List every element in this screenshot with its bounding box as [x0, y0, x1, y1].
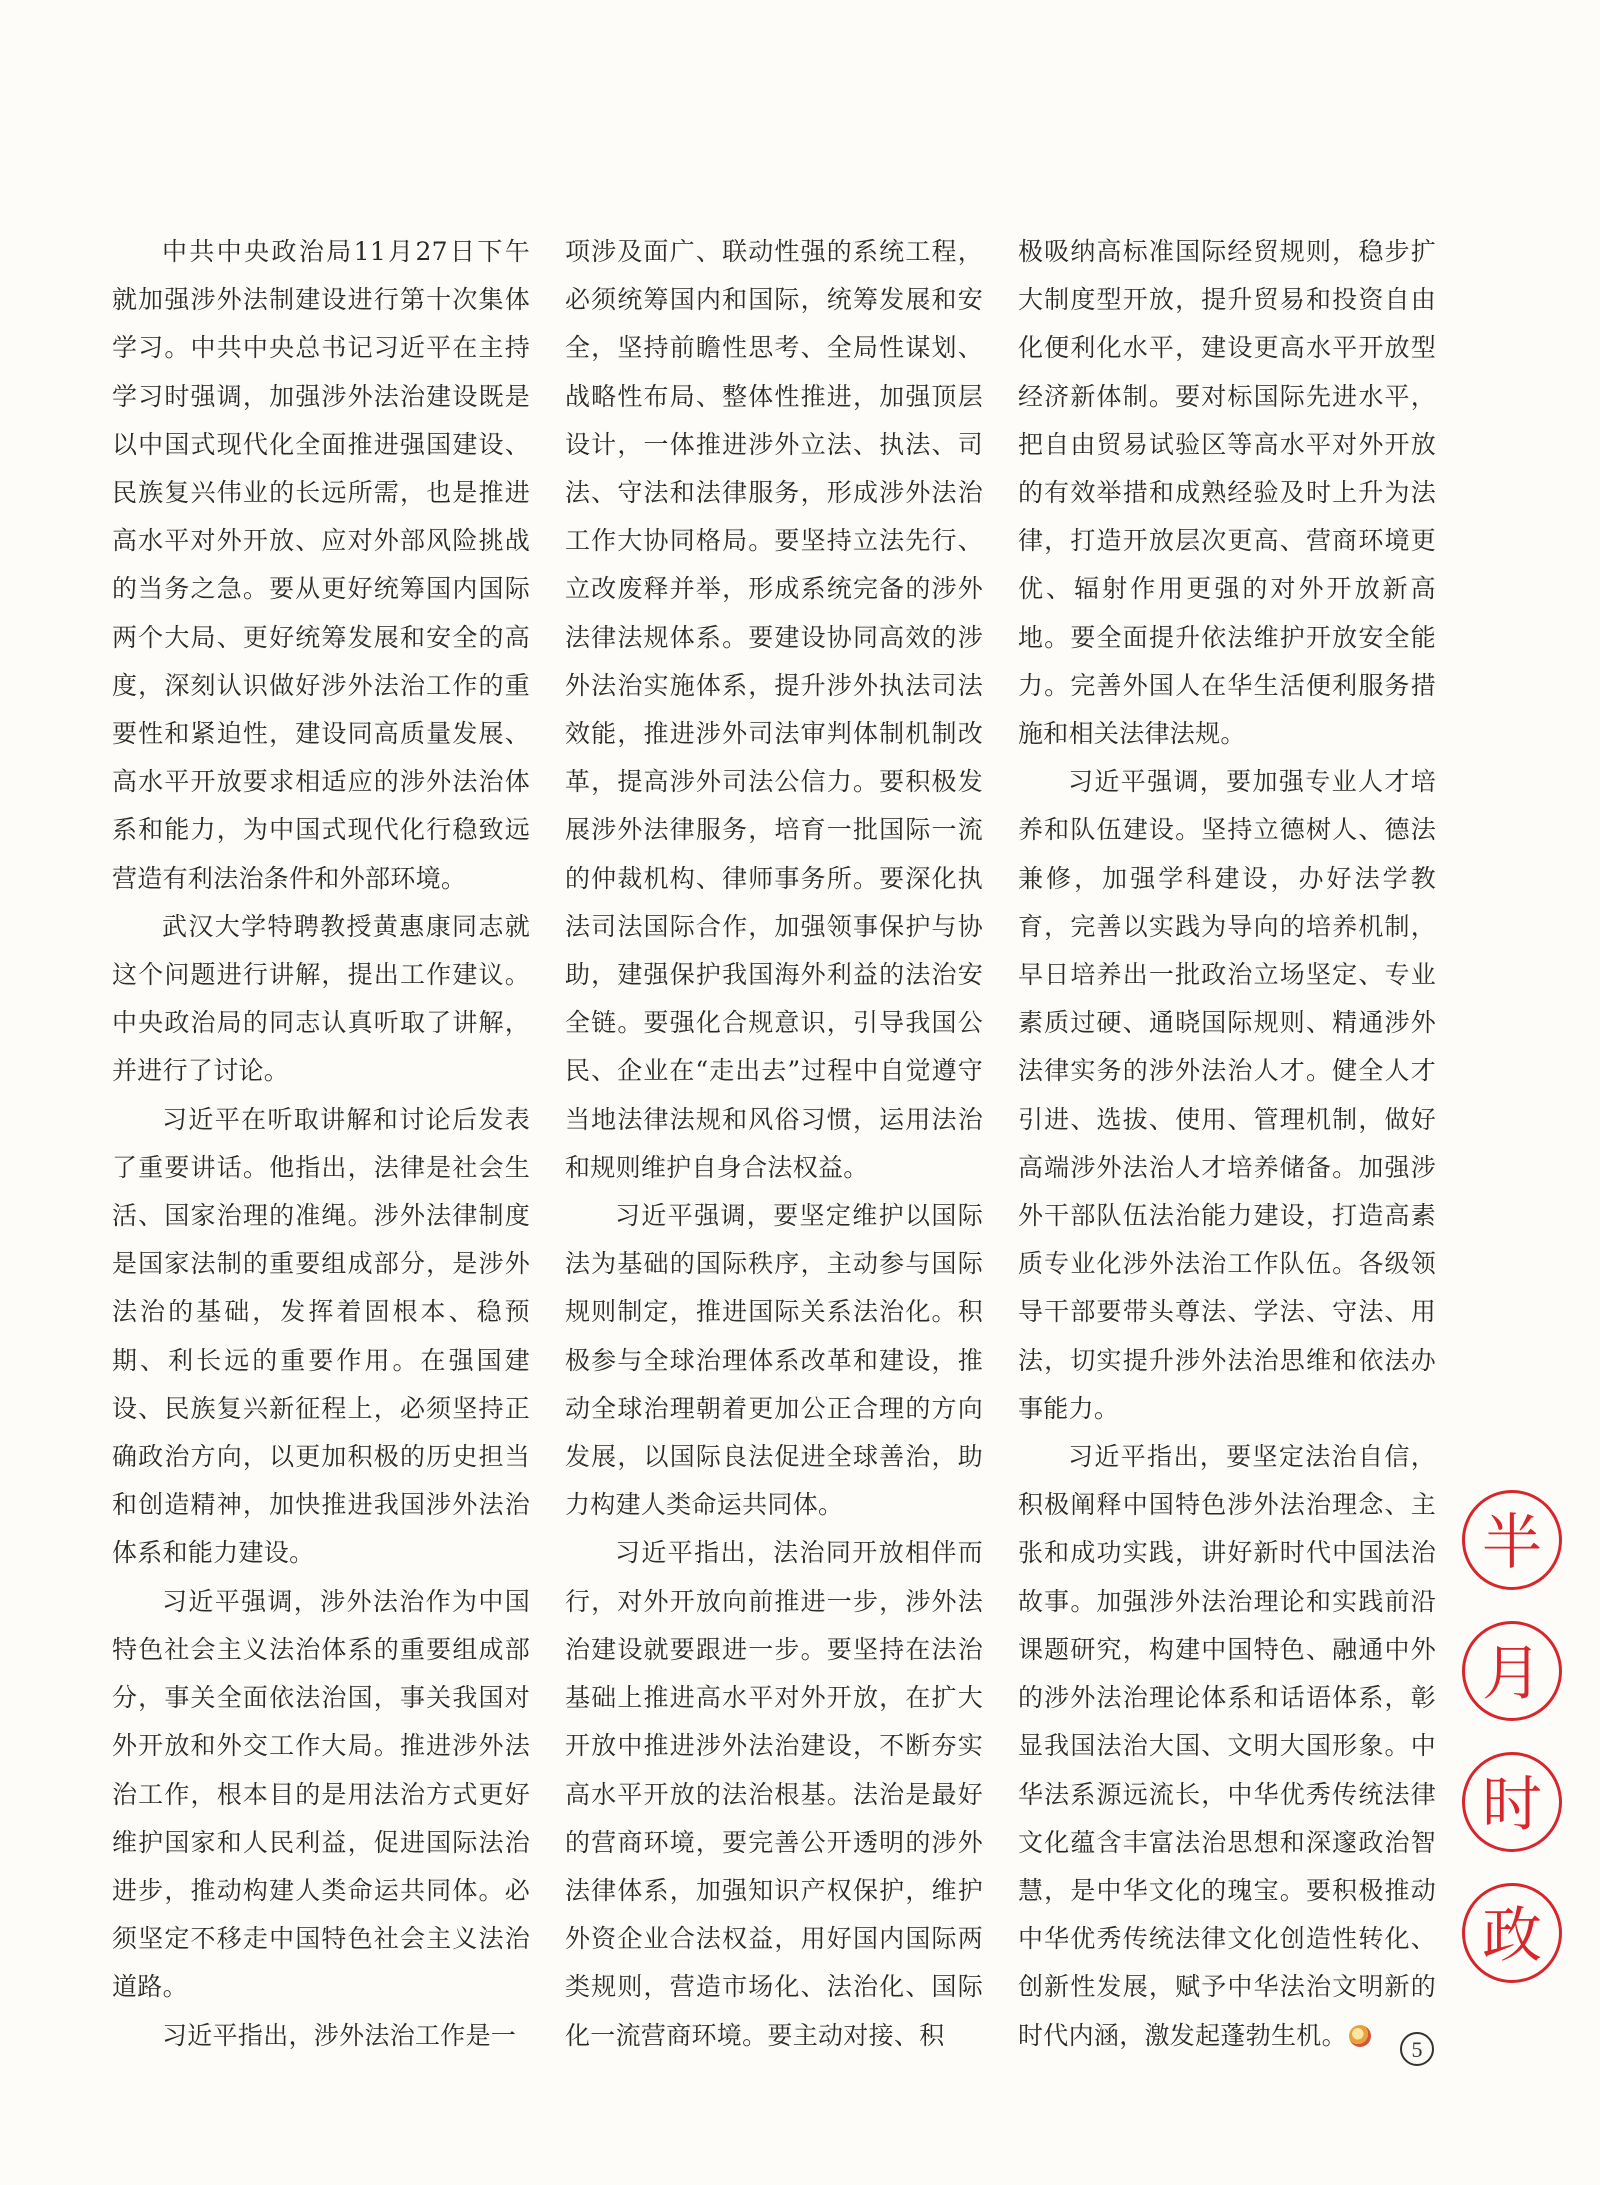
- paragraph: 极吸纳高标准国际经贸规则，稳步扩大制度型开放，提升贸易和投资自由化便利化水平，建设更高水平开放型经济新体制。要对标国际先进水平，把自由贸易试验区等高水平对外开放的有效举措和成熟经验及时上升为法律，打造开放层次更高、营商环境更优、辐射作用更强的对外开放新高地。要全面提升依法维护开放安全能力。完善外国人在华生活便利服务措施和相关法律法规。: [1018, 237, 1436, 749]
- article-column-1: [112, 228, 530, 2060]
- section-title-char: 半: [1462, 1490, 1562, 1590]
- paragraph: 习近平指出，涉外法治工作是一: [162, 2020, 517, 2050]
- paragraph: 习近平强调，要坚定维护以国际法为基础的国际秩序，主动参与国际规则制定，推进国际关系法治化。积极参与全球治理体系改革和建设，推动全球治理朝着更加公正合理的方向发展，以国际良法促进全球善治，助力构建人类命运共同体。: [565, 1201, 983, 1520]
- paragraph: [1018, 1433, 1436, 2060]
- section-title-char: 月: [1462, 1621, 1562, 1721]
- swirl-logo-icon: [1349, 2025, 1371, 2047]
- paragraph: 项涉及面广、联动性强的系统工程，必须统筹国内和国际，统筹发展和安全，坚持前瞻性思考、全局性谋划、战略性布局、整体性推进，加强顶层设计，一体推进涉外立法、执法、司法、守法和法律服务，形成涉外法治工作大协同格局。要坚持立法先行、立改废释并举，形成系统完备的涉外法律法规体系。要建设协同高效的涉外法治实施体系，提升涉外执法司法效能，推进涉外司法审判体制机制改革，提高涉外司法公信力。要积极发展涉外法律服务，培育一批国际一流的仲裁机构、律师事务所。要深化执法司法国际合作，加强领事保护与协助，建强保护我国海外利益的法治安全链。要强化合规意识，引导我国公民、企业在“走出去”过程中自觉遵守当地法律法规和风俗习惯，运用法治和规则维护自身合法权益。: [565, 237, 983, 1182]
- paragraph: 习近平强调，要加强专业人才培养和队伍建设。坚持立德树人、德法兼修，加强学科建设，办好法学教育，完善以实践为导向的培养机制，早日培养出一批政治立场坚定、专业素质过硬、通晓国际规则、精通涉外法律实务的涉外法治人才。健全人才引进、选拔、使用、管理机制，做好高端涉外法治人才培养储备。加强涉外干部队伍法治能力建设，打造高素质专业化涉外法治工作队伍。各级领导干部要带头尊法、学法、守法、用法，切实提升涉外法治思维和依法办事能力。: [1018, 767, 1436, 1423]
- paragraph: 武汉大学特聘教授黄惠康同志就这个问题进行讲解，提出工作建议。中央政治局的同志认真听取了讲解，并进行了讨论。: [112, 911, 530, 1086]
- paragraph: 习近平在听取讲解和讨论后发表了重要讲话。他指出，法律是社会生活、国家治理的准绳。涉外法律制度是国家法制的重要组成部分，是涉外法治的基础，发挥着固根本、稳预期、利长远的重要作用。在强国建设、民族复兴新征程上，必须坚持正确政治方向，以更加积极的历史担当和创造精神，加快推进我国涉外法治体系和能力建设。: [112, 1104, 530, 1568]
- paragraph-text: 习近平指出，要坚定法治自信，积极阐释中国特色涉外法治理念、主张和成功实践，讲好新时代中国法治故事。加强涉外法治理论和实践前沿课题研究，构建中国特色、融通中外的涉外法治理论体系和话语体系，彰显我国法治大国、文明大国形象。中华法系源远流长，中华优秀传统法律文化蕴含丰富法治思想和深邃政治智慧，是中华文化的瑰宝。要积极推动中华优秀传统法律文化创造性转化、创新性发展，赋予中华法治文明新的时代内涵，激发起蓬勃生机。: [1018, 1442, 1436, 2050]
- article-column-3: [1018, 228, 1436, 2060]
- paragraph: 习近平指出，法治同开放相伴而行，对外开放向前推进一步，涉外法治建设就要跟进一步。要坚持在法治基础上推进高水平对外开放，在扩大开放中推进涉外法治建设，不断夯实高水平开放的法治根基。法治是最好的营商环境，要完善公开透明的涉外法律体系，加强知识产权保护，维护外资企业合法权益，用好国内国际两类规则，营造市场化、法治化、国际化一流营商环境。要主动对接、积: [565, 1538, 983, 2050]
- article-column-2: [565, 228, 983, 2060]
- paragraph: 习近平强调，涉外法治作为中国特色社会主义法治体系的重要组成部分，事关全面依法治国，事关我国对外开放和外交工作大局。推进涉外法治工作，根本目的是用法治方式更好维护国家和人民利益，促进国际法治进步，推动构建人类命运共同体。必须坚定不移走中国特色社会主义法治道路。: [112, 1586, 530, 2002]
- section-title-vertical: [1462, 1490, 1568, 2014]
- paragraph: 中共中央政治局11月27日下午就加强涉外法制建设进行第十次集体学习。中共中央总书记习近平在主持学习时强调，加强涉外法治建设既是以中国式现代化全面推进强国建设、民族复兴伟业的长远所需，也是推进高水平对外开放、应对外部风险挑战的当务之急。要从更好统筹国内国际两个大局、更好统筹发展和安全的高度，深刻认识做好涉外法治工作的重要性和紧迫性，建设同高质量发展、高水平开放要求相适应的涉外法治体系和能力，为中国式现代化行稳致远营造有利法治条件和外部环境。: [112, 237, 530, 893]
- page-number: 5: [1400, 2032, 1434, 2066]
- section-title-char: 时: [1462, 1752, 1562, 1852]
- section-title-char: 政: [1462, 1883, 1562, 1983]
